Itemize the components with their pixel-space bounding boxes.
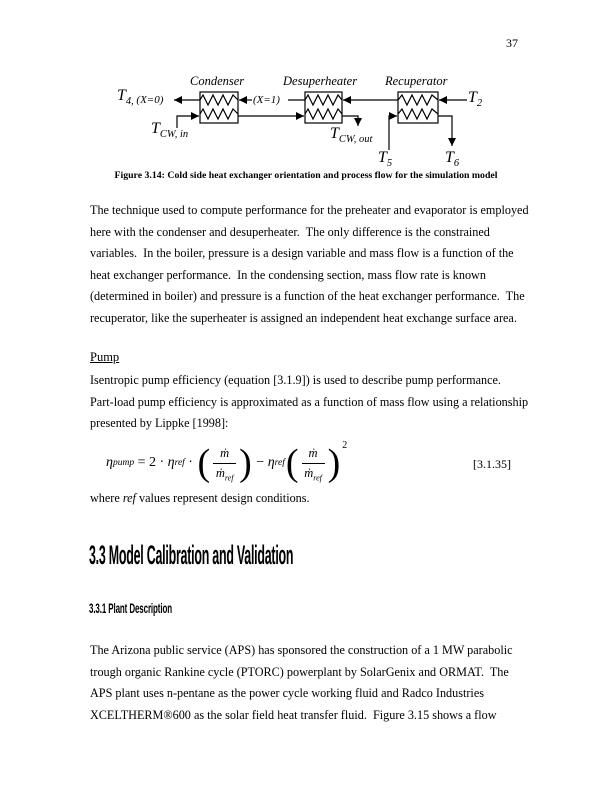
coil xyxy=(305,95,342,105)
t6-label: $T_6$ xyxy=(445,149,460,170)
coil xyxy=(305,109,342,119)
t4-label: $T_{4,}$ (X=0) xyxy=(117,87,164,108)
page-number: 37 xyxy=(506,36,518,50)
mass-flow-fraction: $\frac{\text{ṁ}}{ṁ_{ref}}$ xyxy=(302,446,325,481)
recuperator-label: Recuperator xyxy=(385,74,448,88)
close-paren: ) xyxy=(239,442,252,484)
coil xyxy=(398,109,438,119)
open-paren: ( xyxy=(285,442,299,484)
condenser-label: Condenser xyxy=(190,74,245,88)
text-line: Isentropic pump efficiency (equation [3.1.9]) is used to describe pump performance. xyxy=(90,373,501,387)
pump-paragraph xyxy=(90,370,528,435)
section-heading: 3.3 Model Calibration and Validation xyxy=(89,540,294,570)
text-line: trough organic Rankine cycle (PTORC) powerplant by SolarGenix and ORMAT. The xyxy=(90,664,509,679)
text-line: presented by Lippke [1998]: xyxy=(90,416,229,431)
mass-flow-fraction: $\frac{\text{ṁ}}{ṁ_{ref}}$ xyxy=(213,446,236,481)
figure-caption: Figure 3.14: Cold side heat exchanger orientation and process flow for the simulation model xyxy=(114,170,498,181)
where-clause: where ref values represent design conditions. xyxy=(90,491,310,505)
text-line: variables. In the boiler, pressure is a design variable and mass flow is a function of the xyxy=(90,246,514,261)
text-line: The Arizona public service (APS) has sponsored the construction of a 1 MW parabolic xyxy=(90,643,513,657)
pump-efficiency-equation: η pump = 2 · η ref · ( $\frac{\text{ṁ}}{ṁ_{ref}}$ ) − η ref ( $\frac{\text{ṁ}}{ṁ_{ref}}$ ) 2 xyxy=(106,440,348,484)
text-line: heat exchanger performance. In the condensing section, mass flow rate is known xyxy=(90,267,486,282)
recuperator-box xyxy=(398,92,438,123)
tcw-in-label: $T_{CW, in}$ xyxy=(151,120,189,141)
text-line: recuperator, like the superheater is assigned an independent heat exchange surface area. xyxy=(90,310,517,325)
t5-label: $T_5$ xyxy=(378,149,393,170)
paragraph-1 xyxy=(90,200,529,329)
text-line: XCELTHERM®600 as the solar field heat transfer fluid. Figure 3.15 shows a flow xyxy=(90,707,497,722)
text-line: (determined in boiler) and pressure is a function of the heat exchanger performance. The xyxy=(90,289,525,304)
equation-number: [3.1.35] xyxy=(473,457,511,471)
coil xyxy=(200,95,238,105)
text-line: Part-load pump efficiency is approximated as a function of mass flow using a relationship xyxy=(90,394,529,409)
open-paren: ( xyxy=(197,442,211,484)
coil xyxy=(200,109,238,119)
desuperheater-label: Desuperheater xyxy=(283,74,358,88)
paragraph-2 xyxy=(90,640,513,726)
coil xyxy=(398,95,438,105)
flow-t5-to-recuperator xyxy=(389,116,397,150)
flow-recuperator-to-t6 xyxy=(438,116,452,146)
x1-label: (X=1) xyxy=(253,94,280,106)
t2-label: $T_2$ xyxy=(468,89,483,110)
text-line: The technique used to compute performance for the preheater and evaporator is employed xyxy=(90,203,529,217)
subsection-heading: 3.3.1 Plant Description xyxy=(89,600,172,616)
pump-heading: Pump xyxy=(90,350,120,364)
tcw-out-label: $T_{CW, out}$ xyxy=(330,125,373,146)
close-paren: ) xyxy=(327,442,341,484)
text-line: here with the condenser and desuperheater. The only difference is the constrained xyxy=(90,224,490,239)
text-line: APS plant uses n-pentane as the power cycle working fluid and Radco Industries xyxy=(90,686,484,701)
